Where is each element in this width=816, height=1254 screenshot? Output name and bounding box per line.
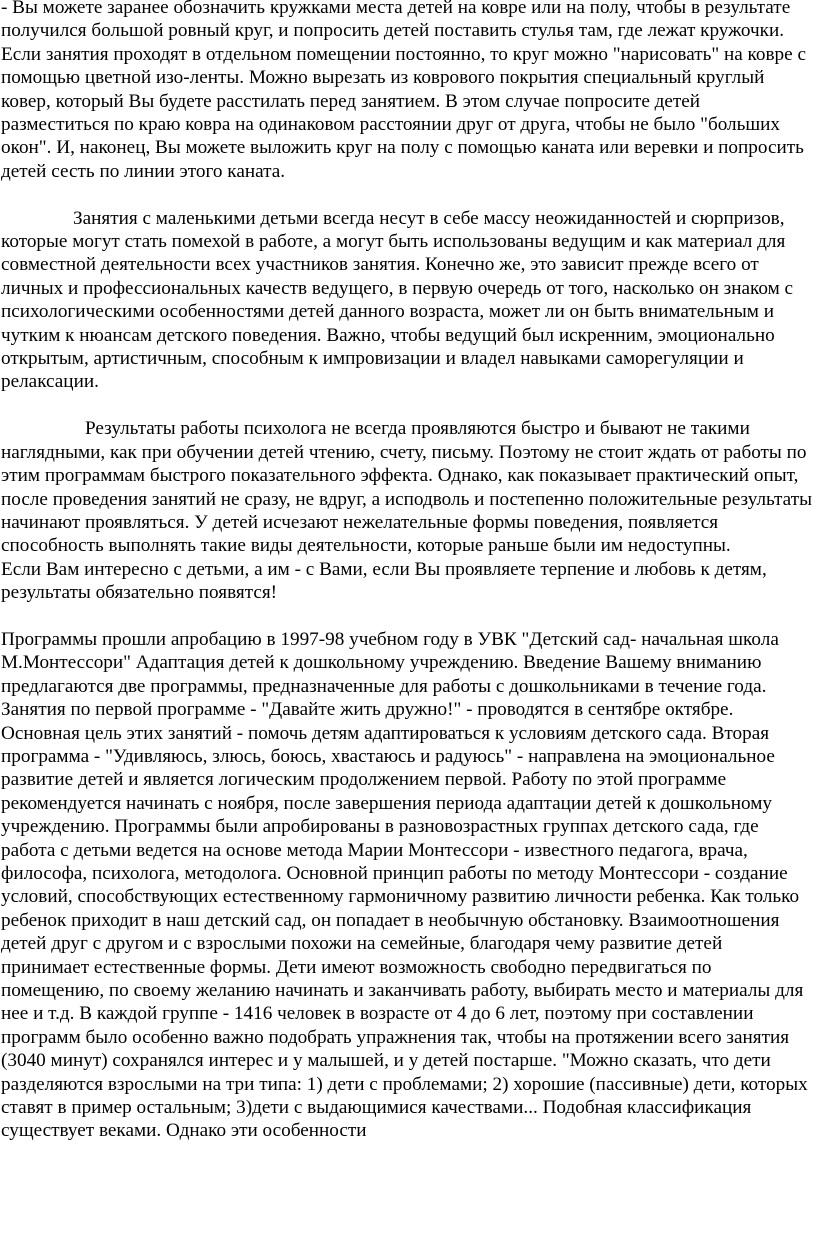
paragraph-gap bbox=[1, 394, 813, 417]
paragraph-psychologist-results: Результаты работы психолога не всегда проявляются быстро и бывают не такими наглядными, как при обучении детей чтению, счету, письму. Поэтому не стоит ждать от работы по этим программам быстрого показательного эффекта. Однако, как показывает практический опыт, после проведения занятий не сразу, не вдруг, а исподволь и постепенно положительные результаты начинают проявляться. У детей исчезают нежелательные формы поведения, появляется способность выполнять такие виды деятельности, которые раньше были им недоступны. bbox=[1, 418, 812, 557]
paragraph-programs-approbation: Программы прошли апробацию в 1997-98 учебном году в УВК "Детский сад- начальная школа М.Монтессори" Адаптация детей к дошкольному учреждению. Введение Вашему вниманию предлагаются две программы, предназначенные для работы с дошкольниками в течение года. Занятия по первой программе - "Давайте жить дружно!" - проводятся в сентябре октябре. Основная цель этих занятий - помочь детям адаптироваться к условиям детского сада. Вторая программа - "Удивляюсь, злюсь, боюсь, хвастаюсь и радуюсь" - направлена на эмоциональное развитие детей и является логическим продолжением первой. Работу по этой программе рекомендуется начинать с ноября, после завершения периода адаптации детей к дошкольному учреждению. Программы были апробированы в разновозрастных группах детского сада, где работа с детьми ведется на основе метода Марии Монтессори - известного педагога, врача, философа, психолога, методолога. Основной принцип работы по методу Монтессори - создание условий, способствующих естественному гармоничному развитию личности ребенка. Как только ребенок приходит в наш детский сад, он попадает в необычную обстановку. Взаимоотношения детей друг с другом и с взрослыми похожи на семейные, благодаря чему развитие детей принимает естественные формы. Дети имеют возможность свободно передвигаться по помещению, по своему желанию начинать и заканчивать работу, выбирать место и материалы для нее и т.д. В каждой группе - 1416 человек в возрасте от 4 до 6 лет, поэтому при составлении программ было особенно важно подобрать упражнения так, чтобы на протяжении всего занятия (3040 минут) сохранялся интерес и у малышей, и у детей постарше. "Можно сказать, что дети разделяются взрослыми на три типа: 1) дети с проблемами; 2) хорошие (пассивные) дети, которых ставят в пример остальным; 3)дети с выдающимися качествами... Подобная классификация существует веками. Однако эти особенности bbox=[1, 628, 808, 1142]
paragraph-gap bbox=[1, 183, 813, 206]
paragraph-young-children-sessions: Занятия с маленькими детьми всегда несут в себе массу неожиданностей и сюрпризов, которые могут стать помехой в работе, а могут быть использованы ведущим и как материал для совместной деятельности всех участников занятия. Конечно же, это зависит прежде всего от личных и профессиональных качеств ведущего, в первую очередь от того, насколько он знаком с психологическими особенностями детей данного возраста, может ли он быть внимательным и чутким к нюансам детского поведения. Важно, чтобы ведущий был искренним, эмоционально открытым, артистичным, способным к импровизации и владел навыками саморегуляции и релаксации. bbox=[1, 207, 794, 393]
paragraph-interest-with-children: Если Вам интересно с детьми, а им - с Вами, если Вы проявляете терпение и любовь к детям, результаты обязательно появятся! bbox=[1, 558, 767, 604]
paragraph-circle-arrangement: - Вы можете заранее обозначить кружками места детей на ковре или на полу, чтобы в результате получился большой ровный круг, и попросить детей поставить стулья там, где лежат кружочки. Если занятия проходят в отдельном помещении постоянно, то круг можно "нарисовать" на ковре с помощью цветной изо-ленты. Можно вырезать из коврового покрытия специальный круглый ковер, который Вы будете расстилать перед занятием. В этом случае попросите детей разместиться по краю ковра на одинаковом расстоянии друг от друга, чтобы не было "больших окон". И, наконец, Вы можете выложить круг на полу с помощью каната или веревки и попросить детей сесть по линии этого каната. bbox=[1, 0, 806, 182]
paragraph-gap bbox=[1, 605, 813, 628]
